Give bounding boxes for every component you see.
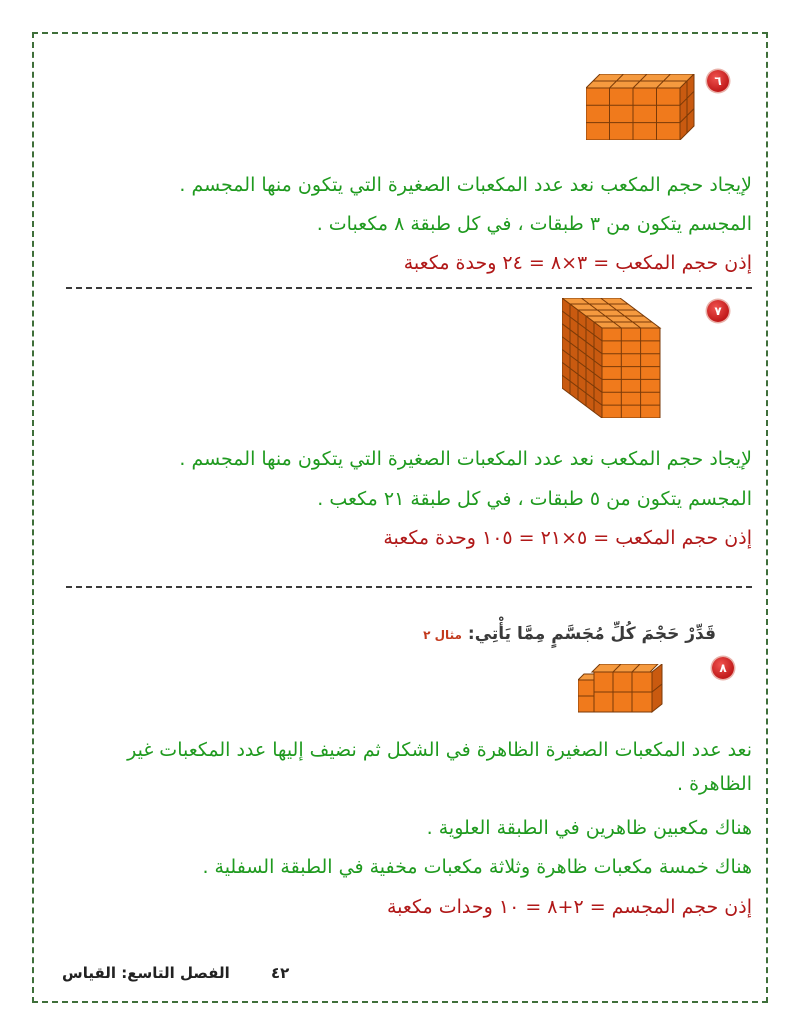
- problem-8-answer: إذن حجم المجسم = ٢+٨ = ١٠ وحدات مكعبة: [386, 896, 752, 918]
- page-footer: [62, 964, 289, 982]
- cube-figure-3x7x5: [562, 298, 662, 418]
- problem-8-line-2: هناك مكعبين ظاهرين في الطبقة العلوية .: [426, 817, 752, 839]
- cube-figure-stepped: [578, 664, 668, 714]
- chapter-title: الفصل التاسع:: [121, 964, 230, 982]
- problem-8-line-3: هناك خمسة مكعبات ظاهرة وثلاثة مكعبات مخفية في الطبقة السفلية .: [202, 856, 752, 878]
- problem-8-line-1: نعد عدد المكعبات الصغيرة الظاهرة في الشكل ثم نضيف إليها عدد المكعبات غير الظاهرة .: [127, 739, 752, 795]
- problem-number-badge: ٦: [707, 70, 729, 92]
- example-tag: مثال ٢: [423, 628, 462, 642]
- problem-6-line-2: المجسم يتكون من ٣ طبقات ، في كل طبقة ٨ مكعبات .: [316, 213, 752, 235]
- exercise-heading: [423, 624, 716, 644]
- cube-figure-3x4x2: [586, 74, 698, 140]
- problem-6-answer: إذن حجم المكعب = ٣×٨ = ٢٤ وحدة مكعبة: [403, 252, 752, 274]
- problem-7-answer: إذن حجم المكعب = ٥×٢١ = ١٠٥ وحدة مكعبة: [383, 527, 752, 549]
- problem-number-badge: ٨: [712, 657, 734, 679]
- section-divider: [66, 586, 752, 588]
- problem-7-line-2: المجسم يتكون من ٥ طبقات ، في كل طبقة ٢١ مكعب .: [317, 488, 752, 510]
- section-divider: [66, 287, 752, 289]
- problem-6-line-1: لإيجاد حجم المكعب نعد عدد المكعبات الصغيرة التي يتكون منها المجسم .: [179, 174, 752, 196]
- chapter-subject: القياس: [62, 964, 117, 982]
- problem-number-badge: ٧: [707, 300, 729, 322]
- exercise-heading-text: قَدِّرْ حَجْمَ كُلِّ مُجَسَّمٍ مِمَّا يَأْتِي:: [467, 624, 716, 644]
- problem-7-line-1: لإيجاد حجم المكعب نعد عدد المكعبات الصغيرة التي يتكون منها المجسم .: [179, 448, 752, 470]
- page-number: ٤٢: [271, 964, 290, 982]
